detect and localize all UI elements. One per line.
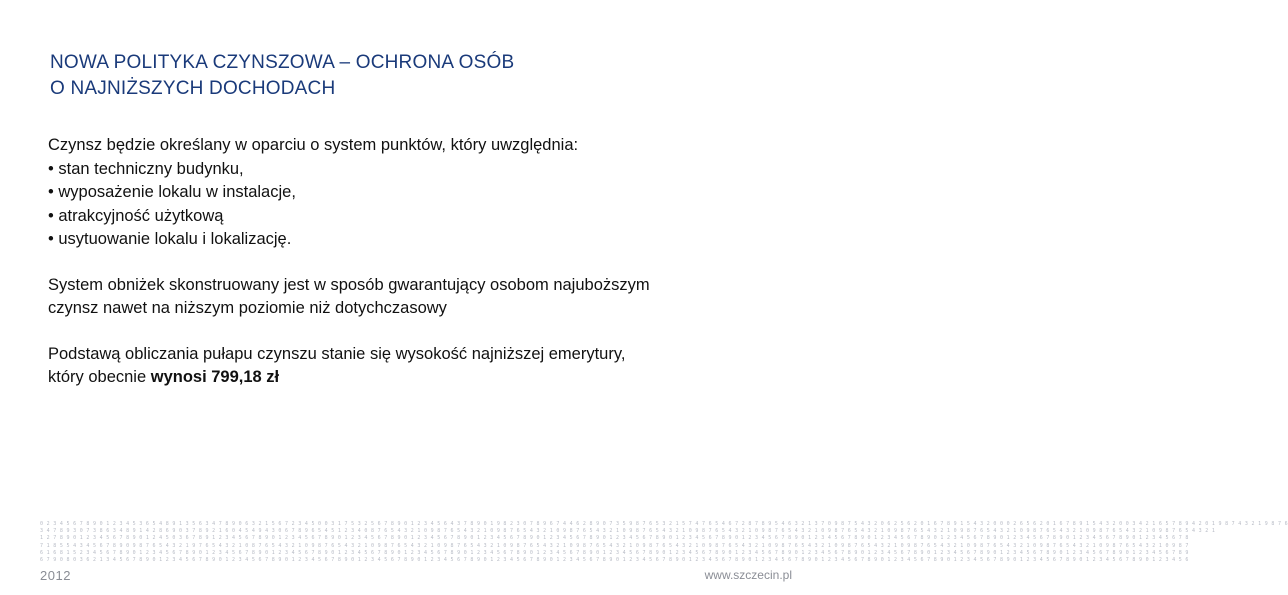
bullet-item: • atrakcyjność użytkową: [48, 206, 224, 225]
slide-title: [50, 50, 790, 102]
slide-title-line-2: O NAJNIŻSZYCH DOCHODACH: [50, 78, 336, 99]
slide-body: [48, 134, 808, 390]
spacer: [48, 321, 808, 343]
paragraph-2-line-1: System obniżek skonstruowany jest w sposób gwarantujący osobom najuboższym: [48, 275, 650, 294]
bullet-item: • wyposażenie lokalu w instalacje,: [48, 183, 296, 201]
digit-row: 7 1 8 5 5 4 3 4 5 6 7 8 9 0 9 8 7 6 5 4 3 2 1 9 7 6 5 4 3 2 1 0 8 7 6 5 4 3 2 1 0 9 8 7 6 5 4 3 2 1 0 9 8 7 6 5 4 3 2 1 0 9 8 7 6 5 4 3 2 1 0 9 8 7 6 5 4 3 2 1 0 9 8 7 6 5 4 3 2 1 0 9 8 7 6 5 4 3 2 1 0 9 8 7 6 5 4 3 2 1 0 9 8 7 6 5 4 3 2 1 0 9 8 7 6 5 4 3 2 1 0 9 8 7 6 5 4 3 2 1 0 9 8 7 6 5 4 3 2 1 0 9 8 7 6 5 4 3 2 1 0 9 8 7 6 5 4 3 2 1 0 9 8 7: [40, 542, 1189, 549]
paragraph-3-line-2: [48, 366, 808, 390]
footer-year: 2012: [40, 568, 71, 583]
paragraph-2-line-2: czynsz nawet na niższym poziomie niż dotychczasowy: [48, 299, 447, 317]
pension-amount: wynosi 799,18 zł: [150, 368, 280, 386]
bullet-item: • stan techniczny budynku,: [48, 159, 244, 178]
footer-url: www.szczecin.pl: [704, 568, 792, 582]
slide-title-line-1: NOWA POLITYKA CZYNSZOWA – OCHRONA OSÓB: [50, 52, 515, 73]
paragraph-3-prefix: który obecnie: [48, 368, 151, 386]
digit-row: 6 7 9 0 8 0 3 6 2 1 3 4 5 6 7 8 9 0 1 2 3 4 5 6 7 8 9 0 1 2 3 4 5 6 7 8 9 0 1 2 3 4 5 6 7 8 9 0 1 2 3 4 5 6 7 8 9 0 1 2 3 4 5 6 7 8 9 0 1 2 3 4 5 6 7 8 9 0 1 2 3 4 5 6 7 8 9 0 1 2 3 4 5 6 7 8 9 0 1 2 3 4 5 6 7 8 9 0 1 2 3 4 5 6 7 8 9 0 1 2 3 4 5 6 7 8 9 0 1 2 3 4 5 6 7 8 9 0 1 2 3 4 5 6 7 8 9 0 1 2 3 4 5 6 7 8 9 0 1 2 3 4 5 6 7 8 9 0 1 2 3 4 5 6: [40, 557, 1189, 564]
paragraph-3-line-1: Podstawą obliczania pułapu czynszu stanie się wysokość najniższej emerytury,: [48, 344, 626, 363]
decorative-digit-band: [40, 521, 1288, 565]
spacer: [48, 252, 808, 274]
digit-row: 3 4 7 8 9 3 0 7 3 8 6 3 4 8 9 1 4 2 8 6 9 0 3 7 8 9 2 1 6 0 4 5 4 9 4 3 0 6 7 8 9 6 5 4 5 1 2 3 4 0 8 7 6 5 4 3 2 1 0 9 8 7 6 5 4 3 2 1 0 9 8 7 6 5 4 3 2 1 0 9 8 7 6 5 4 3 2 1 0 9 8 7 6 5 4 3 2 1 0 9 8 7 6 5 4 3 2 1 0 9 8 7 6 5 4 3 2 1 0 9 8 7 6 5 4 3 2 1 0 9 8 7 6 5 4 3 2 1 0 9 8 7 6 5 4 3 2 1 0 9 8 7 6 5 4 3 2 1 0 9 8 7 6 5 4 3 2 1 0 9 8 7 6 5 4 3 2 1: [40, 528, 1216, 535]
bullet-item: • usytuowanie lokalu i lokalizację.: [48, 230, 292, 248]
digit-row: 1 2 7 8 9 0 1 2 3 4 5 6 7 8 9 0 1 2 4 5 0 3 6 7 8 9 1 2 3 4 5 6 7 8 9 0 1 2 3 4 5 6 7 8 9 0 1 2 3 4 5 6 7 8 9 0 1 2 3 4 5 6 7 8 9 0 1 2 3 4 5 6 7 8 9 0 1 2 3 4 5 6 7 8 9 0 1 2 3 4 5 6 7 8 9 0 1 2 3 4 5 6 7 8 9 0 1 2 3 4 5 6 7 8 9 0 1 2 3 4 5 6 7 8 9 0 1 2 3 4 5 6 7 8 9 0 1 2 3 4 5 6 7 8 9 0 1 2 3 4 5 6 7 8 9 0 1 2 3 4 5 6 7 8 9 0 1 2 3 4 5 6 7 8: [40, 535, 1189, 542]
intro-heading: Czynsz będzie określany w oparciu o system punktów, który uwzględnia:: [48, 136, 579, 154]
digit-row: 0 2 3 4 5 6 7 8 9 0 1 2 3 4 5 3 6 5 4 8 9 1 3 5 6 3 4 7 8 9 0 6 3 2 1 5 6 7 2 3 4 5 0 0 3 1 7 5 3 2 5 6 7 8 9 0 1 2 3 4 5 6 4 3 7 8 9 0 1 9 8 2 3 0 7 8 9 6 7 4 4 6 2 8 9 0 7 3 5 9 8 7 6 5 3 2 1 5 7 4 7 6 5 4 6 7 2 8 7 8 9 5 4 6 3 2 1 3 7 0 9 8 7 5 4 3 2 0 6 2 5 6 2 0 1 6 7 8 9 1 5 4 3 2 0 0 0 2 6 5 6 2 0 1 6 7 8 9 1 5 4 3 2 0 0 3 4 2 1 6 5 7 8 9 4 2 0 1 9 8 7 4 3 2 1 9 8 7 6: [40, 521, 1288, 527]
digit-row: 6 1 6 8 1 5 2 3 4 5 6 7 8 9 0 1 2 3 4 5 6 7 8 9 0 1 2 3 4 5 6 7 8 9 0 1 2 3 4 5 6 7 8 9 0 1 2 3 4 5 6 7 8 9 0 1 2 3 4 5 6 7 8 9 0 1 2 3 4 5 6 7 8 9 0 1 2 3 4 5 6 7 8 9 0 1 2 3 4 5 6 7 8 9 0 1 2 3 4 5 6 7 8 9 0 1 2 3 4 5 6 7 8 9 0 1 2 3 4 5 6 7 8 9 0 1 2 3 4 5 6 7 8 9 0 1 2 3 4 5 6 7 8 9 0 1 2 3 4 5 6 7 8 9 0 1 2 3 4 5 6 7 8 9 0 1 2 3 4 5 6 7 8 9: [40, 549, 1189, 556]
